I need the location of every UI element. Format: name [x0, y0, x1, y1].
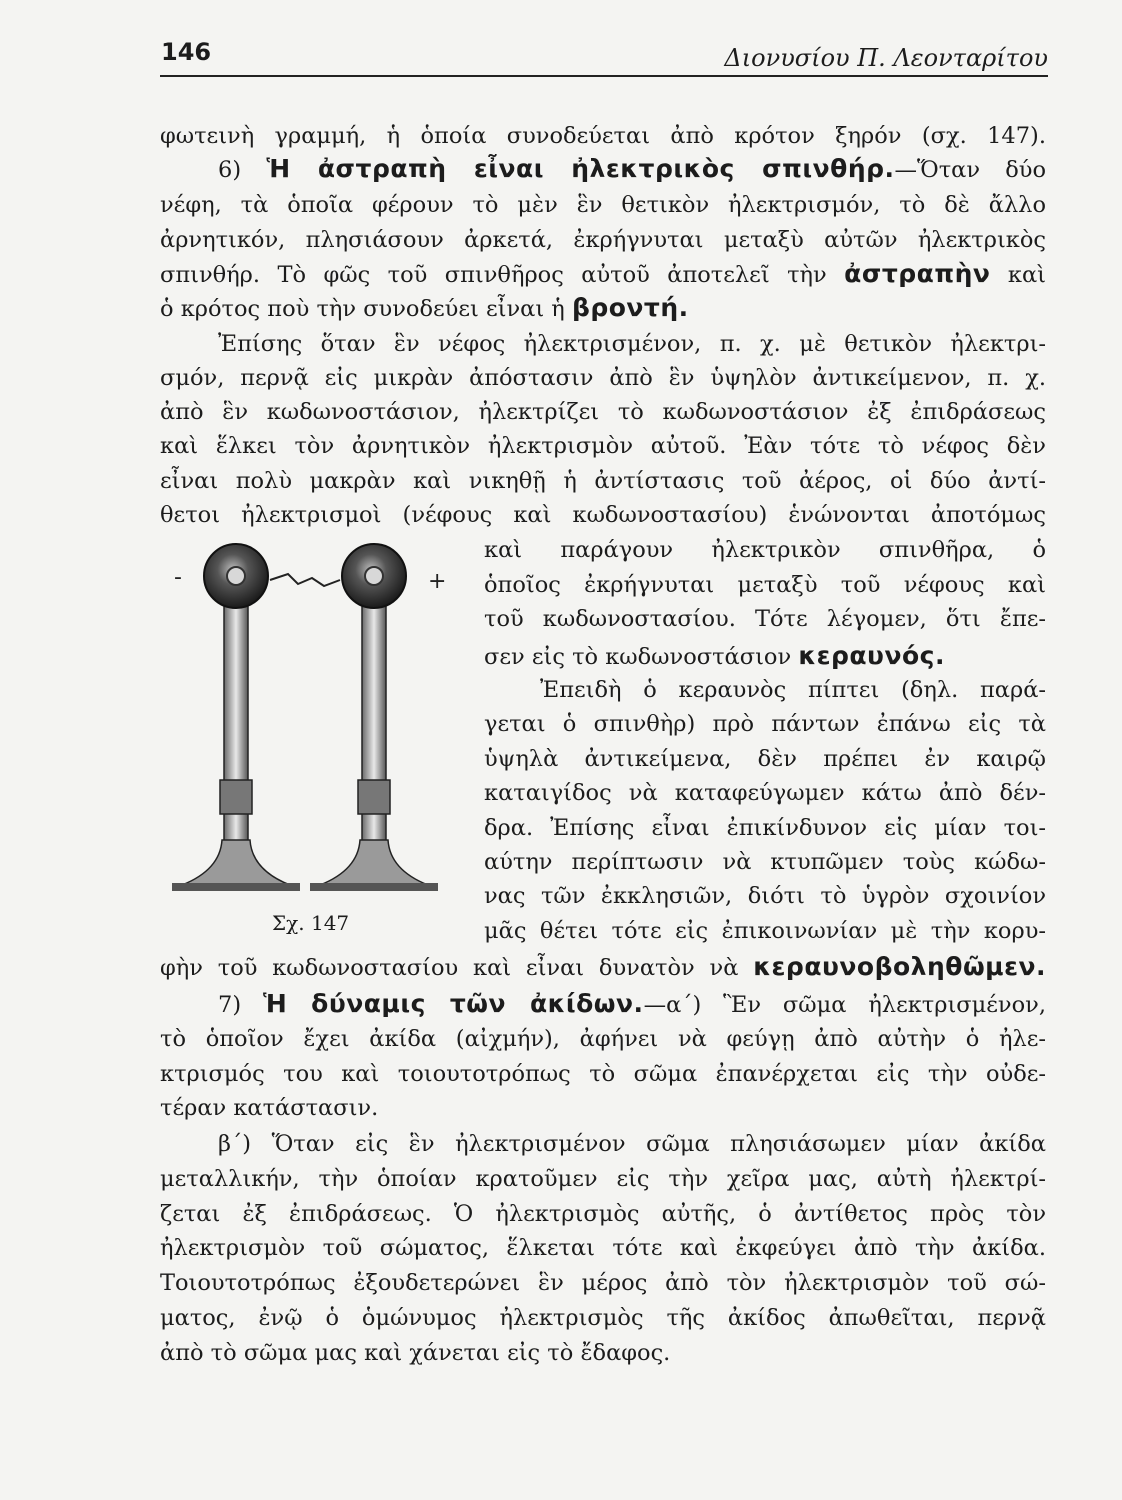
spark-zigzag	[270, 574, 340, 586]
text-line: ματος, ἐνῷ ὁ ὁμώνυμος ἠλεκτρισμὸς τῆς ἀκίδος ἀπωθεῖται, περνᾷ	[160, 1305, 1046, 1331]
section-6-number: 6)	[218, 157, 242, 183]
text-line: Ἐπειδὴ ὁ κεραυνὸς πίπτει (δηλ. παρά-	[540, 677, 1046, 703]
text-line: τέραν κατάστασιν.	[160, 1095, 379, 1121]
text-line	[484, 638, 1046, 674]
spark-gap-illustration	[162, 540, 462, 940]
text-fragment: σπινθήρ. Τὸ φῶς τοῦ σπινθῆρος αὐτοῦ ἀποτελεῖ τὴν	[160, 262, 827, 288]
text-line: αύτην περίπτωσιν νὰ κτυπῶμεν τοὺς κώδω-	[484, 849, 1046, 875]
term-keravnos: κεραυνός.	[798, 641, 945, 670]
text-fragment: φὴν τοῦ κωδωνοστασίου καὶ εἶναι δυνατὸν νὰ	[160, 955, 739, 981]
term-astrapi: ἀστραπὴν	[844, 259, 991, 288]
text-line: νας τῶν ἐκκλησιῶν, διότι τὸ ὑγρὸν σχοινίον	[484, 883, 1046, 909]
term-keravnovolithomen: κεραυνοβοληθῶμεν.	[753, 952, 1047, 981]
figure-spark-gap	[162, 540, 462, 940]
text-fragment: —α΄) Ἓν σῶμα ἠλεκτρισμένον,	[643, 992, 1046, 1018]
text-line: νέφη, τὰ ὁποῖα φέρουν τὸ μὲν ἓν θετικὸν ἠλεκτρισμόν, τὸ δὲ ἄλλο	[160, 192, 1046, 218]
text-line: τοῦ κωδωνοστασίου. Τότε λέγομεν, ὅτι ἔπε-	[484, 606, 1046, 632]
text-line: εἶναι πολὺ μακρὰν καὶ νικηθῇ ἡ ἀντίστασις τοῦ ἀέρος, οἱ δύο ἀντί-	[160, 468, 1046, 494]
text-fragment: σεν εἰς τὸ κωδωνοστάσιον	[484, 644, 792, 670]
text-line: ἀπὸ ἓν κωδωνοστάσιον, ἠλεκτρίζει τὸ κωδωνοστάσιον ἐξ ἐπιδράσεως	[160, 399, 1046, 425]
text-line: κτρισμός του καὶ τοιουτοτρόπως τὸ σῶμα ἐπανέρχεται εἰς τὴν οὐδε-	[160, 1061, 1046, 1087]
text-line: ὑψηλὰ ἀντικείμενα, δὲν πρέπει ἐν καιρῷ	[484, 746, 1046, 772]
text-fragment: —Ὅταν δύο	[894, 157, 1047, 183]
text-line: ἀρνητικόν, πλησιάσουν ἀρκετά, ἐκρήγνυται μεταξὺ αὐτῶν ἠλεκτρικὸς	[160, 227, 1046, 253]
text-line: καὶ παράγουν ἠλεκτρικὸν σπινθῆρα, ὁ	[484, 537, 1046, 563]
text-line: φωτεινὴ γραμμή, ἡ ὁποία συνοδεύεται ἀπὸ κρότον ξηρόν (σχ. 147).	[160, 123, 1046, 149]
section-7-heading-line	[160, 986, 1046, 1022]
minus-sign: -	[174, 565, 182, 590]
text-line: μεταλλικήν, τὴν ὁποίαν κρατοῦμεν εἰς τὴν χεῖρα μας, αὐτὴ ἠλεκτρί-	[160, 1166, 1046, 1192]
text-line	[160, 290, 1046, 326]
figure-caption: Σχ. 147	[272, 911, 350, 935]
text-line: Ἐπίσης ὅταν ἓν νέφος ἠλεκτρισμένον, π. χ. μὲ θετικὸν ἠλεκτρι-	[218, 331, 1046, 357]
text-line: δρα. Ἐπίσης εἶναι ἐπικίνδυνον εἰς μίαν τοι-	[484, 815, 1046, 841]
text-fragment: καὶ	[1007, 262, 1046, 288]
text-line	[160, 256, 1046, 292]
text-line: ὁποῖος ἐκρήγνυται μεταξὺ τοῦ νέφους καὶ	[484, 572, 1046, 598]
section-7-title: Ἡ δύναμις τῶν ἀκίδων.	[262, 989, 644, 1018]
running-head: Διονυσίου Π. Λεονταρίτου	[724, 44, 1048, 72]
section-6-heading-line	[160, 151, 1046, 187]
section-7-number: 7)	[218, 992, 242, 1018]
text-line: καὶ ἕλκει τὸν ἀρνητικὸν ἠλεκτρισμὸν αὐτοῦ. Ἐὰν τότε τὸ νέφος δὲν	[160, 433, 1046, 459]
text-line: ζεται ἐξ ἐπιδράσεως. Ὁ ἠλεκτρισμὸς αὐτῆς, ὁ ἀντίθετος πρὸς τὸν	[160, 1201, 1046, 1227]
text-line: Τοιουτοτρόπως ἐξουδετερώνει ἓν μέρος ἀπὸ τὸν ἠλεκτρισμὸν τοῦ σώ-	[160, 1270, 1046, 1296]
right-electrode	[310, 544, 438, 891]
page-number: 146	[161, 38, 212, 66]
header-rule	[160, 75, 1048, 77]
text-fragment: ὁ κρότος ποὺ τὴν συνοδεύει εἶναι ἡ	[160, 296, 565, 322]
text-line: ἀπὸ τὸ σῶμα μας καὶ χάνεται εἰς τὸ ἔδαφος.	[160, 1340, 671, 1366]
text-line: σμόν, περνᾷ εἰς μικρὰν ἀπόστασιν ἀπὸ ἓν ὑψηλὸν ἀντικείμενον, π. χ.	[160, 365, 1046, 391]
text-line: μᾶς θέτει τότε εἰς ἐπικοινωνίαν μὲ τὴν κορυ-	[484, 918, 1046, 944]
text-line: καταιγίδος νὰ καταφεύγωμεν κάτω ἀπὸ δέν-	[484, 780, 1046, 806]
text-line: θετοι ἠλεκτρισμοὶ (νέφους καὶ κωδωνοστασίου) ἑνώνονται ἀποτόμως	[160, 502, 1046, 528]
section-6-title: Ἡ ἀστραπὴ εἶναι ἠλεκτρικὸς σπινθήρ.	[266, 154, 895, 183]
text-line: γεται ὁ σπινθὴρ) πρὸ πάντων ἐπάνω εἰς τὰ	[484, 711, 1046, 737]
text-line: τὸ ὁποῖον ἔχει ἀκίδα (αἰχμήν), ἀφήνει νὰ φεύγῃ ἀπὸ αὐτὴν ὁ ἠλε-	[160, 1026, 1046, 1052]
left-electrode	[172, 544, 300, 891]
term-vronti: βροντή.	[571, 293, 689, 322]
text-line: β΄) Ὅταν εἰς ἓν ἠλεκτρισμένον σῶμα πλησιάσωμεν μίαν ἀκίδα	[218, 1131, 1046, 1157]
text-line	[160, 949, 1046, 985]
plus-sign: +	[428, 569, 447, 594]
text-line: ἠλεκτρισμὸν τοῦ σώματος, ἕλκεται τότε καὶ ἐκφεύγει ἀπὸ τὴν ἀκίδα.	[160, 1235, 1046, 1261]
